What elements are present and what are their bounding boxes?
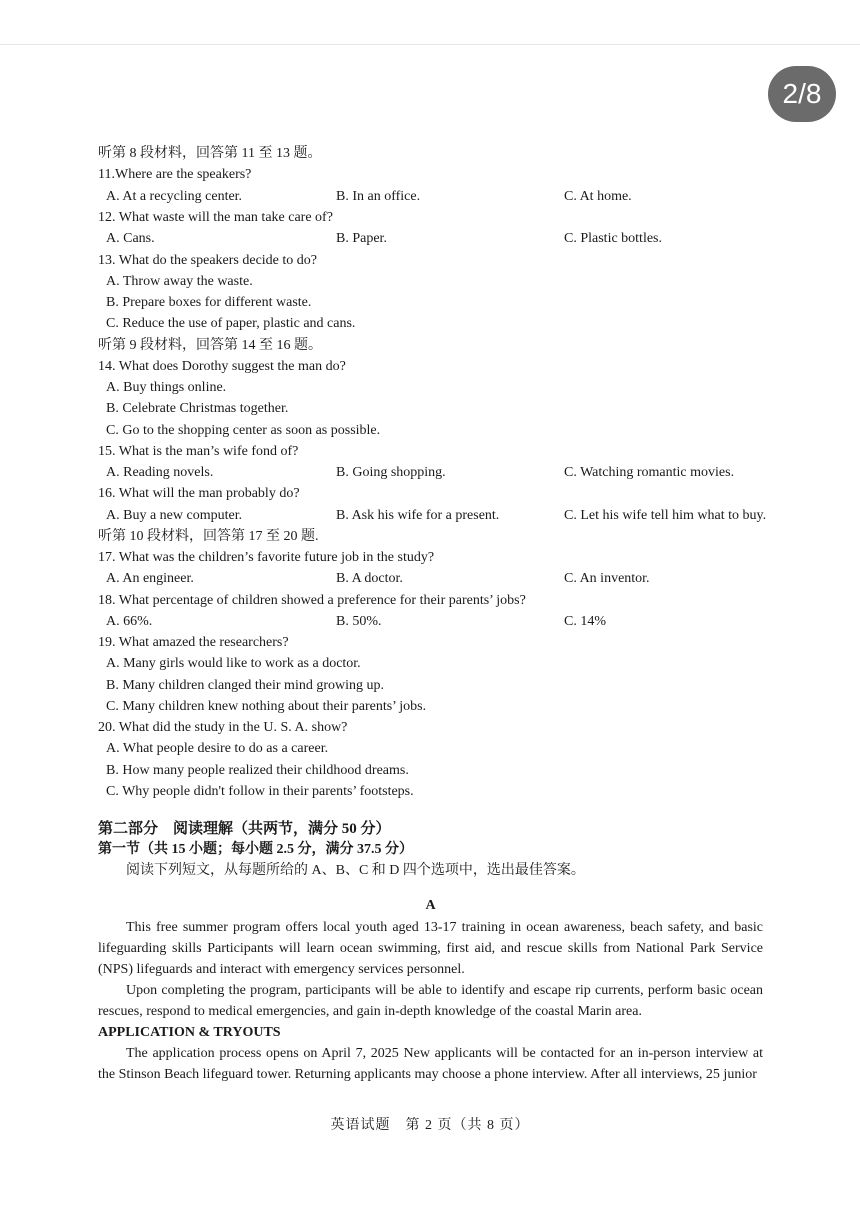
part2-title: 第二部分 阅读理解（共两节，满分 50 分） — [98, 821, 391, 837]
q13-option-b: B. Prepare boxes for different waste. — [106, 295, 312, 310]
q17-option-c: C. An inventor. — [564, 571, 650, 586]
section10-header: 听第 10 段材料，回答第 17 至 20 题. — [98, 529, 319, 544]
q15-stem: 15. What is the man’s wife fond of? — [98, 444, 299, 459]
q20-option-a: A. What people desire to do as a career. — [106, 741, 329, 756]
q20-stem: 20. What did the study in the U. S. A. show? — [98, 720, 348, 735]
section8-header: 听第 8 段材料，回答第 11 至 13 题。 — [98, 146, 322, 161]
q12-options — [106, 230, 662, 248]
q15-option-c: C. Watching romantic movies. — [564, 465, 735, 480]
passage-paragraph-1: This free summer program offers local youth aged 13-17 training in ocean awareness, beach safety, and basic lifeguarding skills Participants will learn ocean swimming, first aid, and rescue skills from National Park Service (NPS) lifeguards and interact with emergency services personnel. — [98, 920, 763, 977]
q17-options — [106, 570, 650, 588]
q12-option-a: A. Cans. — [106, 231, 155, 246]
q16-options — [106, 507, 767, 525]
q19-option-b: B. Many children clanged their mind growing up. — [106, 678, 384, 693]
q20-option-b: B. How many people realized their childhood dreams. — [106, 763, 409, 778]
q11-options — [106, 188, 632, 206]
q11-stem: 11.Where are the speakers? — [98, 167, 252, 182]
q15-option-b: B. Going shopping. — [336, 465, 446, 480]
q19-option-c: C. Many children knew nothing about their parents’ jobs. — [106, 699, 427, 714]
q19-option-a: A. Many girls would like to work as a doctor. — [106, 656, 361, 671]
q17-option-b: B. A doctor. — [336, 571, 403, 586]
q17-option-a: A. An engineer. — [106, 571, 194, 586]
q14-stem: 14. What does Dorothy suggest the man do? — [98, 359, 346, 374]
q16-option-b: B. Ask his wife for a present. — [336, 508, 500, 523]
q15-option-a: A. Reading novels. — [106, 465, 214, 480]
q11-option-b: B. In an office. — [336, 189, 421, 204]
page-indicator-badge: 2/8 — [768, 66, 836, 122]
reading-instruction: 阅读下列短文，从每题所给的 A、B、C 和 D 四个选项中，选出最佳答案。 — [126, 863, 585, 878]
q11-option-c: C. At home. — [564, 189, 632, 204]
q14-option-c: C. Go to the shopping center as soon as possible. — [106, 423, 381, 438]
q12-stem: 12. What waste will the man take care of? — [98, 210, 333, 225]
q12-option-b: B. Paper. — [336, 231, 387, 246]
q13-stem: 13. What do the speakers decide to do? — [98, 253, 318, 268]
section9-header: 听第 9 段材料，回答第 14 至 16 题。 — [98, 338, 322, 353]
q18-option-b: B. 50%. — [336, 614, 382, 629]
q18-stem: 18. What percentage of children showed a preference for their parents’ jobs? — [98, 593, 526, 608]
section1-title: 第一节（共 15 小题；每小题 2.5 分，满分 37.5 分） — [98, 842, 413, 857]
q16-option-a: A. Buy a new computer. — [106, 508, 243, 523]
q13-option-c: C. Reduce the use of paper, plastic and cans. — [106, 316, 356, 331]
q16-stem: 16. What will the man probably do? — [98, 486, 300, 501]
passage-paragraph-3: The application process opens on April 7, 2025 New applicants will be contacted for an in-person interview at the Stinson Beach lifeguard tower. Returning applicants may choose a phone interview. After all interviews, 25 junior — [98, 1046, 763, 1082]
q14-option-a: A. Buy things online. — [106, 380, 227, 395]
q20-option-c: C. Why people didn't follow in their parents’ footsteps. — [106, 784, 414, 799]
q15-options — [106, 464, 735, 482]
top-divider — [0, 44, 860, 45]
q18-option-a: A. 66%. — [106, 614, 153, 629]
section-heading: APPLICATION & TRYOUTS — [98, 1025, 281, 1040]
q19-stem: 19. What amazed the researchers? — [98, 635, 289, 650]
q17-stem: 17. What was the children’s favorite future job in the study? — [98, 550, 435, 565]
passage-paragraph-2: Upon completing the program, participants will be able to identify and escape rip currents, perform basic ocean rescues, respond to medical emergencies, and gain in-depth knowledge of the coastal Marin area. — [98, 983, 763, 1019]
passage-label: A — [425, 898, 436, 913]
q16-option-c: C. Let his wife tell him what to buy. — [564, 508, 767, 523]
q18-option-c: C. 14% — [564, 614, 606, 629]
page-footer: 英语试题 第 2 页（共 8 页） — [330, 1118, 530, 1133]
q13-option-a: A. Throw away the waste. — [106, 274, 253, 289]
q12-option-c: C. Plastic bottles. — [564, 231, 662, 246]
q18-options — [106, 613, 606, 631]
q14-option-b: B. Celebrate Christmas together. — [106, 401, 289, 416]
q11-option-a: A. At a recycling center. — [106, 189, 243, 204]
